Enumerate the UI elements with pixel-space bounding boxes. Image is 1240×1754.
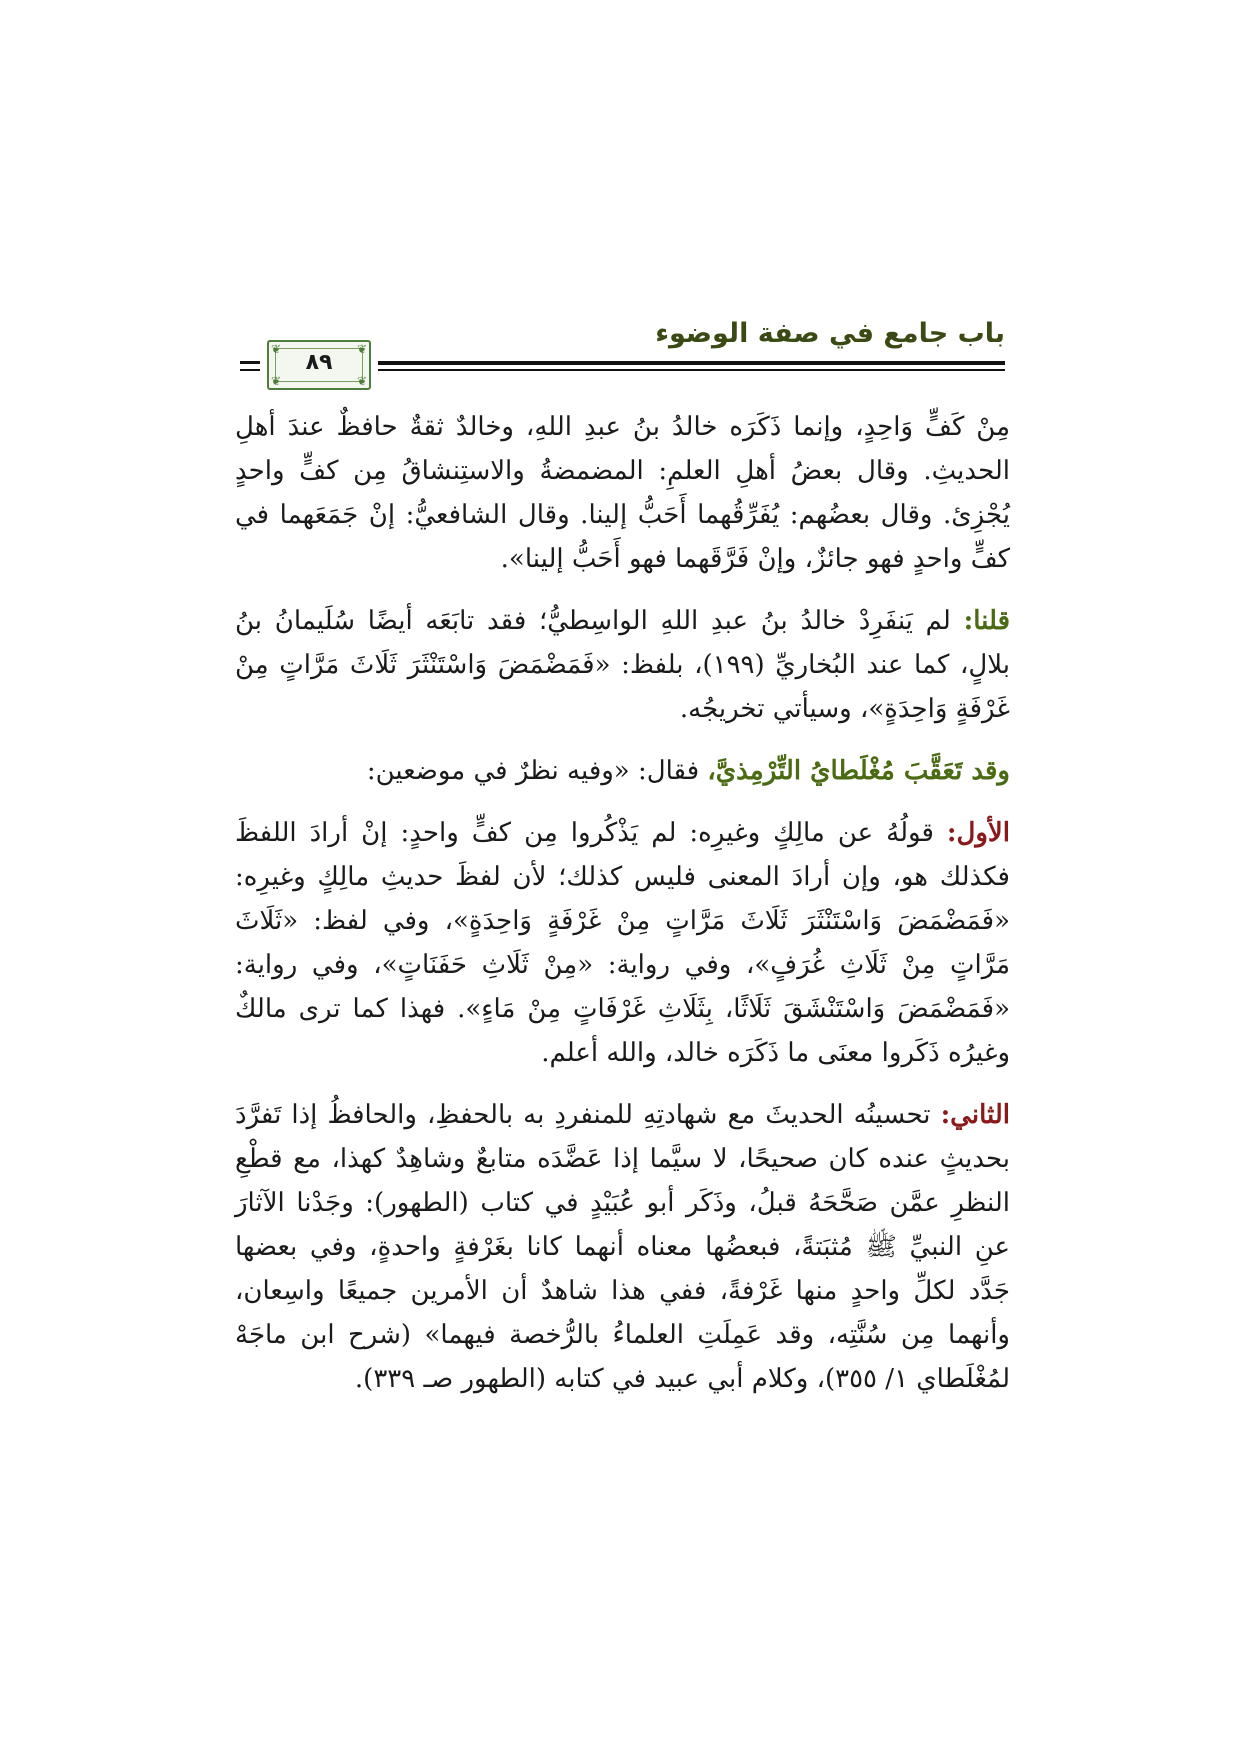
paragraph-text: قولُهُ عن مالِكٍ وغيرِه: لم يَذْكُروا مِن كفٍّ واحدٍ: إنْ أرادَ اللفظَ فكذلك هو، وإن أرادَ المعنى فليس كذلك؛ لأن لفظَ حديثِ مالِكٍ وغيرِه: «فَمَضْمَضَ وَاسْتَنْثَرَ ثَلَاثَ مَرَّاتٍ مِنْ غَرْفَةٍ وَاحِدَةٍ»، وفي لفظ: «ثَلَاثَ مَرَّاتٍ مِنْ ثَلَاثِ غُرَفٍ»، وفي رواية: «مِنْ ثَلَاثِ حَفَنَاتٍ»، وفي رواية: «فَمَضْمَضَ وَاسْتَنْشَقَ ثَلَاثًا، بِثَلَاثِ غَرْفَاتٍ مِنْ مَاءٍ». فهذا كما ترى مالكٌ وغيرُه ذَكَروا معنَى ما ذَكَرَه خالد، والله أعلم. xyxy=(235,818,1010,1068)
ornament-icon: ❦ xyxy=(271,342,282,356)
paragraph-text: فقال: «وفيه نظرٌ في موضعين: xyxy=(366,756,708,786)
header-rule-left-thin xyxy=(240,369,260,371)
paragraph-text: لم يَنفَرِدْ خالدُ بنُ عبدِ اللهِ الواسِطيُّ؛ فقد تابَعَه أيضًا سُلَيمانُ بنُ بلالٍ، كما عند البُخاريِّ (١٩٩)، بلفظ: «فَمَضْمَضَ وَاسْتَنْثَرَ ثَلَاثَ مَرَّاتٍ مِنْ غَرْفَةٍ وَاحِدَةٍ»، وسيأتي تخريجُه. xyxy=(235,606,1010,724)
paragraph-2 xyxy=(235,599,1010,731)
page-body xyxy=(235,405,1010,1419)
ornament-icon: ❦ xyxy=(357,374,368,388)
header-rule-thin xyxy=(378,369,1005,371)
paragraph-text: مِنْ كَفٍّ وَاحِدٍ، وإنما ذَكَرَه خالدُ بنُ عبدِ اللهِ، وخالدٌ ثقةٌ حافظٌ عندَ أهلِ الحديثِ. وقال بعضُ أهلِ العلمِ: المضمضةُ والاستِنشاقُ مِن كفٍّ واحدٍ يُجْزِئ. وقال بعضُهم: يُفَرِّقُهما أَحَبُّ إلينا. وقال الشافعيُّ: إنْ جَمَعَهما في كفٍّ واحدٍ فهو جائزٌ، وإنْ فَرَّقَهما فهو أَحَبُّ إلينا». xyxy=(235,412,1010,574)
paragraph-lead: قلنا: xyxy=(963,606,1010,636)
paragraph-lead: الأول: xyxy=(946,818,1010,848)
page-number: ٨٩ xyxy=(305,350,333,375)
paragraph-1 xyxy=(235,405,1010,581)
page-number-badge xyxy=(267,340,371,390)
ornament-icon: ❦ xyxy=(271,374,282,388)
paragraph-5 xyxy=(235,1093,1010,1401)
header-rule-thick xyxy=(378,361,1005,365)
paragraph-3 xyxy=(235,749,1010,793)
paragraph-lead: وقد تَعَقَّبَ مُغْلَطايُ التِّرْمِذيَّ، xyxy=(707,756,1010,786)
page-header xyxy=(240,318,1005,398)
chapter-title: باب جامع في صفة الوضوء xyxy=(655,318,1005,349)
ornament-icon: ❦ xyxy=(357,342,368,356)
paragraph-4 xyxy=(235,811,1010,1075)
header-rule-left-thick xyxy=(240,361,260,364)
paragraph-lead: الثاني: xyxy=(940,1100,1010,1130)
paragraph-text: تحسينُه الحديثَ مع شهادتِهِ للمنفردِ به بالحفظِ، والحافظُ إذا تَفرَّدَ بحديثٍ عنده كان صحيحًا، لا سيَّما إذا عَضَّدَه متابعٌ وشاهِدٌ كهذا، مع قطْعِ النظرِ عمَّن صَحَّحَهُ قبلُ، وذَكَر أبو عُبَيْدٍ في كتاب (الطهور): وجَدْنا الآثارَ عنِ النبيِّ ﷺ مُثبَتةً، فبعضُها معناه أنهما كانا بغَرْفةٍ واحدةٍ، وفي بعضها جَدَّد لكلِّ واحدٍ منها غَرْفةً، ففي هذا شاهدٌ أن الأمرين جميعًا واسِعان، وأنهما مِن سُنَّتِه، وقد عَمِلَتِ العلماءُ بالرُّخصة فيهما» (شرح ابن ماجَهْ لمُغْلَطاي ١/ ٣٥٥)، وكلام أبي عبيد في كتابه (الطهور صـ ٣٣٩). xyxy=(235,1100,1010,1394)
